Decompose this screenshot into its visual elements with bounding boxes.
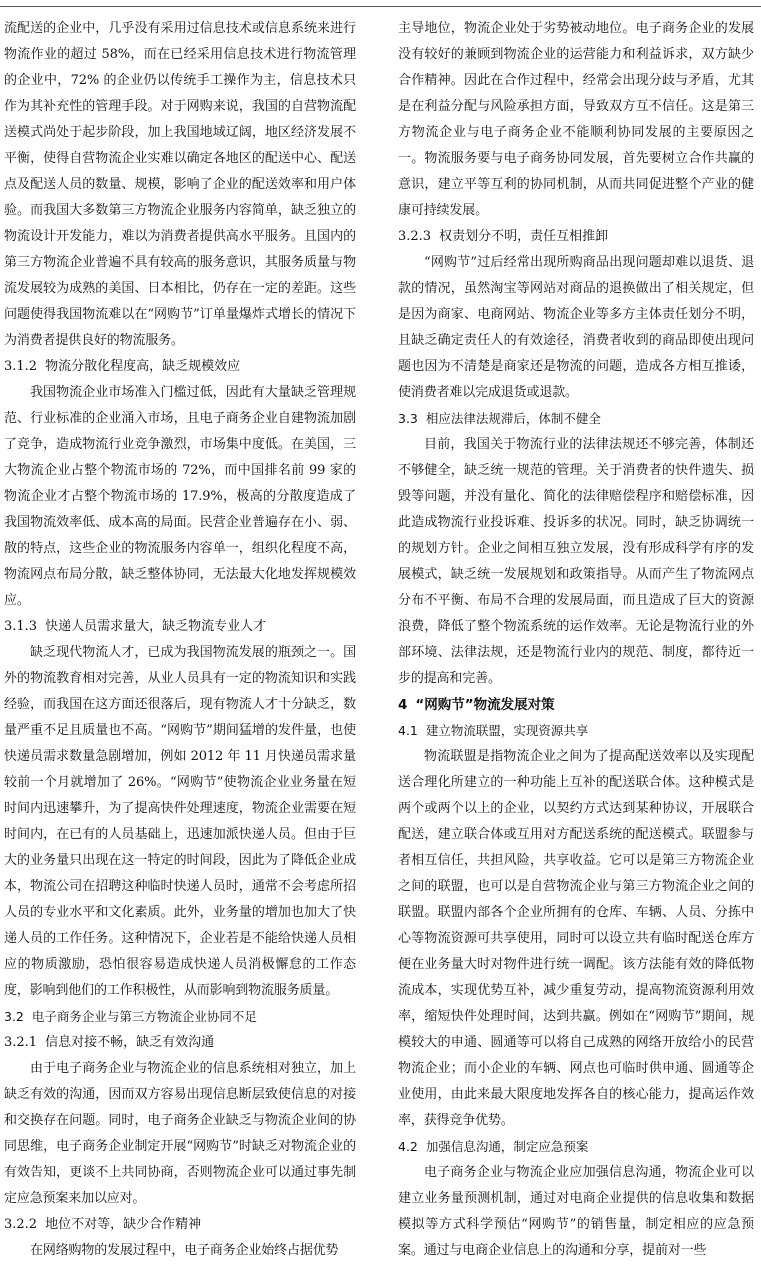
section-heading-4 [398, 692, 754, 718]
section-title: 物流分散化程度高，缺乏规模效应 [45, 359, 241, 374]
paragraph: 由于电子商务企业与物流企业的信息系统相对独立，加上缺乏有效的沟通，因而双方容易出现信息断层致使信息的对接和交换存在问题。同时，电子商务企业缺乏与物流企业间的协同思维，电子商务企业制定开展“网购节”时缺乏对物流企业的有效告知，更谈不上共同协商，否则物流企业可以通过事先制定应急预案来加以应对。 [4, 1061, 356, 1206]
paragraph: 物流联盟是指物流企业之间为了提高配送效率以及实现配送合理化所建立的一种功能上互补的配送联合体。这种模式是两个或两个以上的企业，以契约方式达到某种协议，开展联合配送，建立联合体或互用对方配送系统的配送模式。联盟参与者相互信任，共担风险，共享收益。它可以是第三方物流企业之间的联盟，也可以是自营物流企业与第三方物流企业之间的联盟。联盟内部各个企业所拥有的仓库、车辆、人员、分拣中心等物流资源可共享使用，同时可以设立共有临时配送仓库方便在业务量大时对物件进行统一调配。该方法能有效的降低物流成本，实现优势互补，减少重复劳动，提高物流资源利用效率，缩短快件处理时间，达到共赢。例如在“网购节”期间，规模较大的申通、圆通等可以将自己成熟的网络开放给小的民营物流企业；而小企业的车辆、网点也可临时供申通、圆通等企业使用，由此来最大限度地发挥各自的核心能力，提高运作效率，获得竞争优势。 [398, 749, 754, 1128]
section-number: 4 [398, 697, 408, 713]
section-heading-3-1-3 [4, 614, 356, 640]
right-column [398, 16, 754, 1264]
section-title: 快递人员需求量大，缺乏物流专业人才 [45, 619, 267, 634]
section-title: 权责划分不明，责任互相推卸 [439, 229, 609, 244]
paragraph: “网购节”过后经常出现所购商品出现问题却难以退货、退款的情况，虽然淘宝等网站对商品的退换做出了相关规定，但是因为商家、电商网站、物流企业等多方主体责任划分不明，且缺乏确定责任人的有效途径，消费者收到的商品即使出现问题也因为不清楚是商家还是物流的问题，造成各方相互推诿，使消费者难以完成退货或退款。 [398, 255, 754, 400]
section-heading-3-1-2 [4, 354, 356, 380]
paragraph: 目前，我国关于物流行业的法律法规还不够完善，体制还不够健全，缺乏统一规范的管理。关于消费者的快件遗失、损毁等问题，并没有量化、简化的法律赔偿程序和赔偿标准，因此造成物流行业投诉难、投诉多的状况。同时，缺乏协调统一的规划方针。企业之间相互独立发展，没有形成科学有序的发展模式，缺乏统一发展规划和政策指导。从而产生了物流网点分布不平衡、布局不合理的发展局面，而且造成了巨大的资源浪费，降低了整个物流系统的运作效率。无论是物流行业的外部环境、法律法规，还是物流行业内的规范、制度，都待近一步的提高和完善。 [398, 437, 754, 686]
section-heading-3-2-1 [4, 1030, 356, 1056]
section-number: 3.2.2 [4, 1217, 38, 1232]
section-number: 3.2.3 [398, 229, 432, 244]
section-heading-3-2-2 [4, 1212, 356, 1238]
section-number: 3.2.1 [4, 1035, 38, 1050]
section-title: “网购节”物流发展对策 [415, 697, 555, 713]
section-number: 3.1.2 [4, 359, 38, 374]
section-number: 3.3 [398, 411, 418, 426]
paragraph: 缺乏现代物流人才，已成为我国物流发展的瓶颈之一。国外的物流教育相对完善，从业人员具有一定的物流知识和实践经验，而我国在这方面还很落后，现有物流人才十分缺乏，数量严重不足且质量也不高。“网购节”期间猛增的发件量，也使快递员需求数量急剧增加，例如 2012 年 11 月快递员需求量较前一个月就增加了 26%。“网购节”使物流企业业务量在短时间内迅速攀升，为了提高快件处理速度，物流企业需要在短时间内，在已有的人员基础上，迅速加派快递人员。但由于巨大的业务量只出现在这一特定的时间段，因此为了降低企业成本，物流公司在招聘这种临时快递人员时，通常不会考虑所招人员的专业水平和文化素质。此外，业务量的增加也加大了快递人员的工作任务。这种情况下，企业若是不能给快递人员相应的物质激励，恐怕很容易造成快递人员消极懈怠的工作态度，影响到他们的工作积极性，从而影响到物流服务质量。 [4, 645, 356, 998]
paragraph: 主导地位，物流企业处于劣势被动地位。电子商务企业的发展没有较好的兼顾到物流企业的运营能力和利益诉求，双方缺少合作精神。因此在合作过程中，经常会出现分歧与矛盾，尤其是在利益分配与风险承担方面，导致双方互不信任。这是第三方物流企业与电子商务企业不能顺利协同发展的主要原因之一。物流服务要与电子商务协同发展，首先要树立合作共赢的意识，建立平等互利的协同机制，从而共同促进整个产业的健康可持续发展。 [398, 21, 754, 218]
section-heading-4-2 [398, 1134, 754, 1160]
section-heading-3-2 [4, 1004, 356, 1030]
header-rule [0, 0, 761, 7]
section-heading-4-1 [398, 718, 754, 744]
section-title: 电子商务企业与第三方物流企业协同不足 [31, 1009, 257, 1024]
section-title: 地位不对等，缺少合作精神 [45, 1217, 202, 1232]
paragraph: 在网络购物的发展过程中，电子商务企业始终占据优势 [30, 1243, 339, 1258]
paragraph: 流配送的企业中，几乎没有采用过信息技术或信息系统来进行物流作业的超过 58%，而在已经采用信息技术进行物流管理的企业中，72% 的企业仍以传统手工操作为主，信息技术只作为其补充性的管理手段。对于网购来说，我国的自营物流配送模式尚处于起步阶段，加上我国地域辽阔，地区经济发展不平衡，使得自营物流企业实难以确定各地区的配送中心、配送点及配送人员的数量、规模，影响了企业的配送效率和用户体验。而我国大多数第三方物流企业服务内容简单，缺乏独立的物流设计开发能力，难以为消费者提供高水平服务。且国内的第三方物流企业普遍不具有较高的服务意识，其服务质量与物流发展较为成熟的美国、日本相比，仍存在一定的差距。这些问题使得我国物流难以在“网购节”订单量爆炸式增长的情况下为消费者提供良好的物流服务。 [4, 21, 356, 348]
section-number: 4.1 [398, 723, 418, 738]
section-number: 3.1.3 [4, 619, 38, 634]
section-title: 建立物流联盟，实现资源共享 [425, 723, 589, 738]
paragraph: 电子商务企业与物流企业应加强信息沟通，物流企业可以建立业务量预测机制，通过对电商企业提供的信息收集和数据模拟等方式科学预估“网购节”的销售量，制定相应的应急预案。通过与电商企业信息上的沟通和分享，提前对一些 [398, 1165, 754, 1258]
section-heading-3-2-3 [398, 224, 754, 250]
section-title: 相应法律法规滞后，体制不健全 [425, 411, 601, 426]
section-number: 3.2 [4, 1009, 24, 1024]
section-title: 加强信息沟通，制定应急预案 [425, 1139, 589, 1154]
section-title: 信息对接不畅，缺乏有效沟通 [45, 1035, 215, 1050]
section-heading-3-3 [398, 406, 754, 432]
left-column [4, 16, 356, 1264]
section-number: 4.2 [398, 1139, 418, 1154]
paragraph: 我国物流企业市场准入门槛过低，因此有大量缺乏管理规范、行业标准的企业涌入市场，且电子商务企业自建物流加剧了竞争，造成物流行业竞争激烈，市场集中度低。在美国，三大物流企业占整个物流市场的 72%，而中国排名前 99 家的物流企业才占整个物流市场的 17.9%，极高的分散度造成了我国物流效率低、成本高的局面。民营企业普遍存在小、弱、散的特点，这些企业的物流服务内容单一，组织化程度不高，物流网点布局分散，缺乏整体协同，无法最大化地发挥规模效应。 [4, 385, 356, 608]
